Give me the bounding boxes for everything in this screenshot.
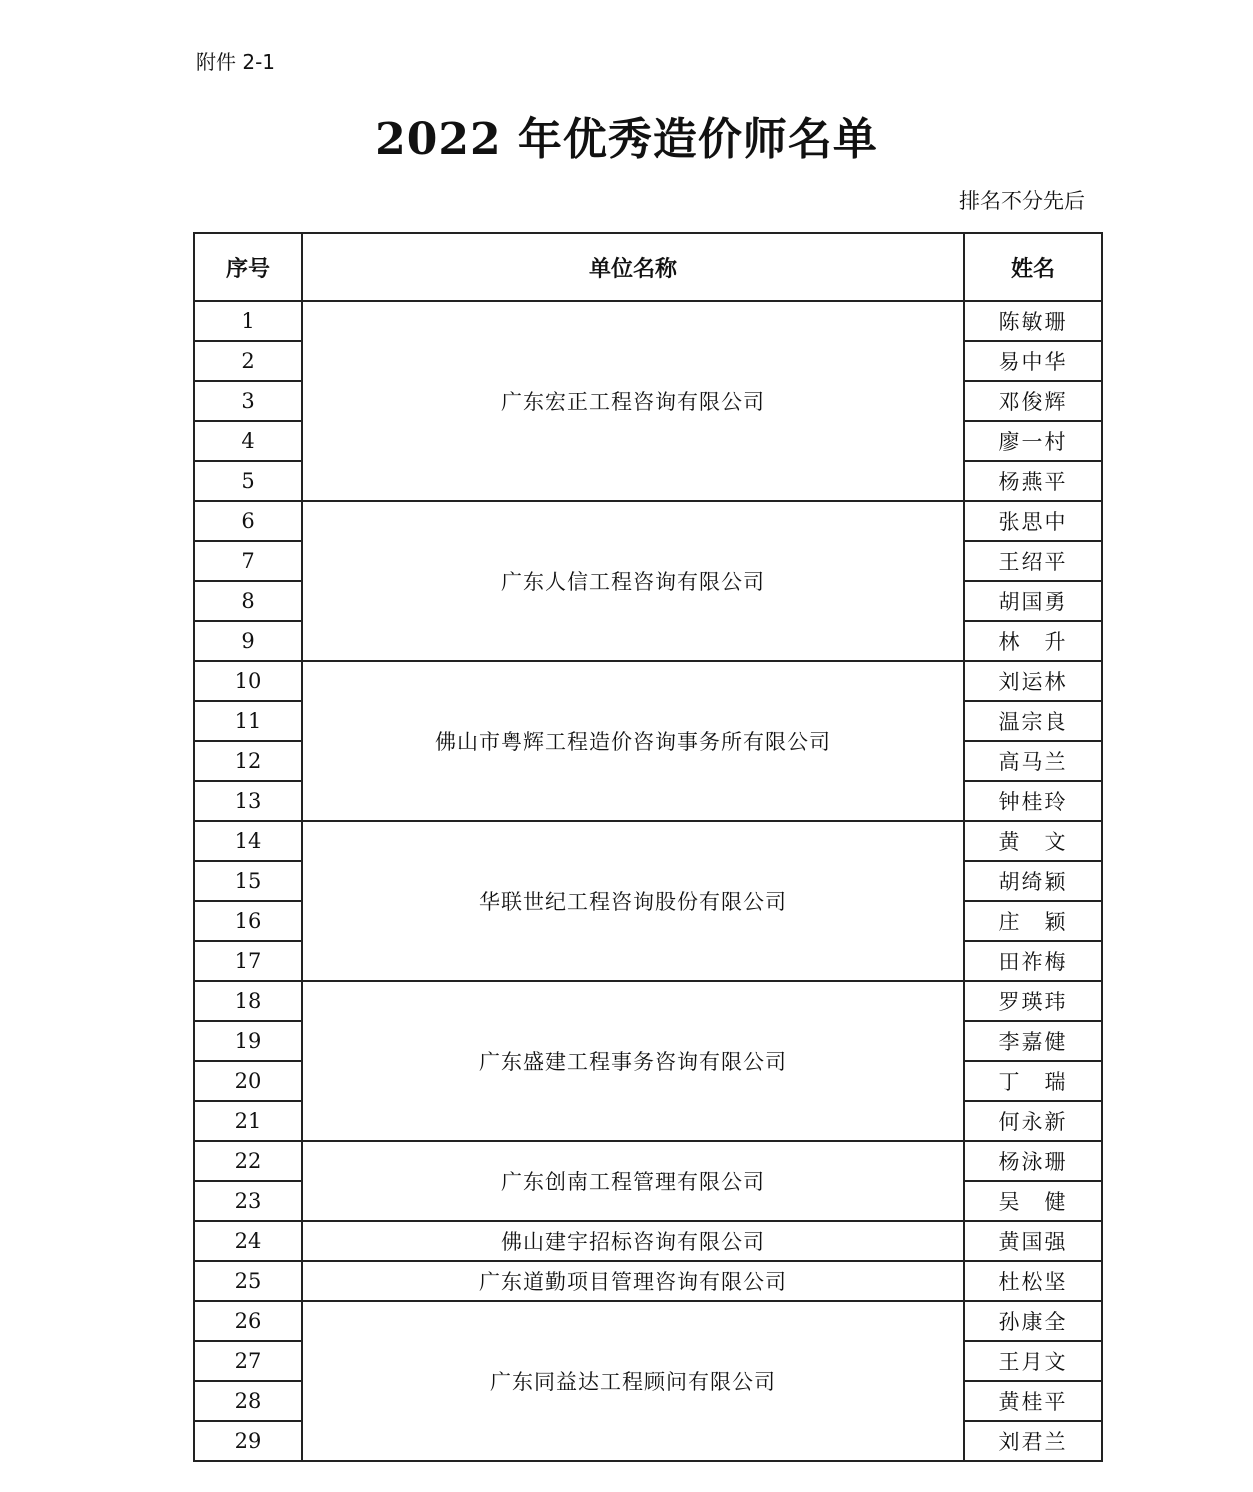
header-unit: 单位名称	[302, 233, 964, 301]
person-name: 刘君兰	[964, 1421, 1102, 1461]
person-name: 黄桂平	[964, 1381, 1102, 1421]
unit-name: 佛山建宇招标咨询有限公司	[302, 1221, 964, 1261]
person-name: 张思中	[964, 501, 1102, 541]
person-name: 杜松坚	[964, 1261, 1102, 1301]
table-row	[194, 981, 1102, 1021]
unit-name: 广东盛建工程事务咨询有限公司	[302, 981, 964, 1141]
row-index: 13	[194, 781, 302, 821]
row-index: 4	[194, 421, 302, 461]
person-name: 丁 瑞	[964, 1061, 1102, 1101]
person-name: 罗瑛玮	[964, 981, 1102, 1021]
person-name: 林 升	[964, 621, 1102, 661]
header-name: 姓名	[964, 233, 1102, 301]
person-name: 杨燕平	[964, 461, 1102, 501]
row-index: 14	[194, 821, 302, 861]
table-row	[194, 301, 1102, 341]
row-index: 6	[194, 501, 302, 541]
person-name: 胡绮颖	[964, 861, 1102, 901]
page-title: 2022 年优秀造价师名单	[375, 114, 878, 165]
person-name: 钟桂玲	[964, 781, 1102, 821]
unit-name: 广东人信工程咨询有限公司	[302, 501, 964, 661]
person-name: 何永新	[964, 1101, 1102, 1141]
header-row	[194, 233, 1102, 301]
person-name: 廖一村	[964, 421, 1102, 461]
ranking-note: 排名不分先后	[959, 189, 1085, 213]
table-row	[194, 821, 1102, 861]
row-index: 10	[194, 661, 302, 701]
row-index: 25	[194, 1261, 302, 1301]
row-index: 9	[194, 621, 302, 661]
table-row	[194, 1221, 1102, 1261]
person-name: 杨泳珊	[964, 1141, 1102, 1181]
table-body	[194, 301, 1102, 1461]
row-index: 2	[194, 341, 302, 381]
person-name: 吴 健	[964, 1181, 1102, 1221]
person-name: 黄 文	[964, 821, 1102, 861]
person-name: 易中华	[964, 341, 1102, 381]
row-index: 12	[194, 741, 302, 781]
row-index: 1	[194, 301, 302, 341]
row-index: 8	[194, 581, 302, 621]
person-name: 李嘉健	[964, 1021, 1102, 1061]
person-name: 王月文	[964, 1341, 1102, 1381]
unit-name: 华联世纪工程咨询股份有限公司	[302, 821, 964, 981]
row-index: 5	[194, 461, 302, 501]
table-row	[194, 1261, 1102, 1301]
person-name: 胡国勇	[964, 581, 1102, 621]
person-name: 陈敏珊	[964, 301, 1102, 341]
person-name: 王绍平	[964, 541, 1102, 581]
person-name: 邓俊辉	[964, 381, 1102, 421]
unit-name: 广东同益达工程顾问有限公司	[302, 1301, 964, 1461]
unit-name: 广东宏正工程咨询有限公司	[302, 301, 964, 501]
person-name: 孙康全	[964, 1301, 1102, 1341]
person-name: 高马兰	[964, 741, 1102, 781]
header-index: 序号	[194, 233, 302, 301]
row-index: 22	[194, 1141, 302, 1181]
row-index: 21	[194, 1101, 302, 1141]
person-name: 刘运林	[964, 661, 1102, 701]
roster-table	[193, 232, 1103, 1462]
row-index: 23	[194, 1181, 302, 1221]
unit-name: 广东道勤项目管理咨询有限公司	[302, 1261, 964, 1301]
attachment-label: 附件 2-1	[196, 50, 276, 74]
row-index: 24	[194, 1221, 302, 1261]
unit-name: 广东创南工程管理有限公司	[302, 1141, 964, 1221]
person-name: 庄 颖	[964, 901, 1102, 941]
row-index: 20	[194, 1061, 302, 1101]
row-index: 18	[194, 981, 302, 1021]
table-row	[194, 1301, 1102, 1341]
table-header	[194, 233, 1102, 301]
row-index: 26	[194, 1301, 302, 1341]
table-row	[194, 661, 1102, 701]
table-row	[194, 1141, 1102, 1181]
row-index: 7	[194, 541, 302, 581]
row-index: 16	[194, 901, 302, 941]
row-index: 19	[194, 1021, 302, 1061]
person-name: 黄国强	[964, 1221, 1102, 1261]
row-index: 17	[194, 941, 302, 981]
row-index: 29	[194, 1421, 302, 1461]
person-name: 田祚梅	[964, 941, 1102, 981]
row-index: 15	[194, 861, 302, 901]
row-index: 28	[194, 1381, 302, 1421]
row-index: 11	[194, 701, 302, 741]
table-row	[194, 501, 1102, 541]
person-name: 温宗良	[964, 701, 1102, 741]
row-index: 27	[194, 1341, 302, 1381]
row-index: 3	[194, 381, 302, 421]
unit-name: 佛山市粤辉工程造价咨询事务所有限公司	[302, 661, 964, 821]
